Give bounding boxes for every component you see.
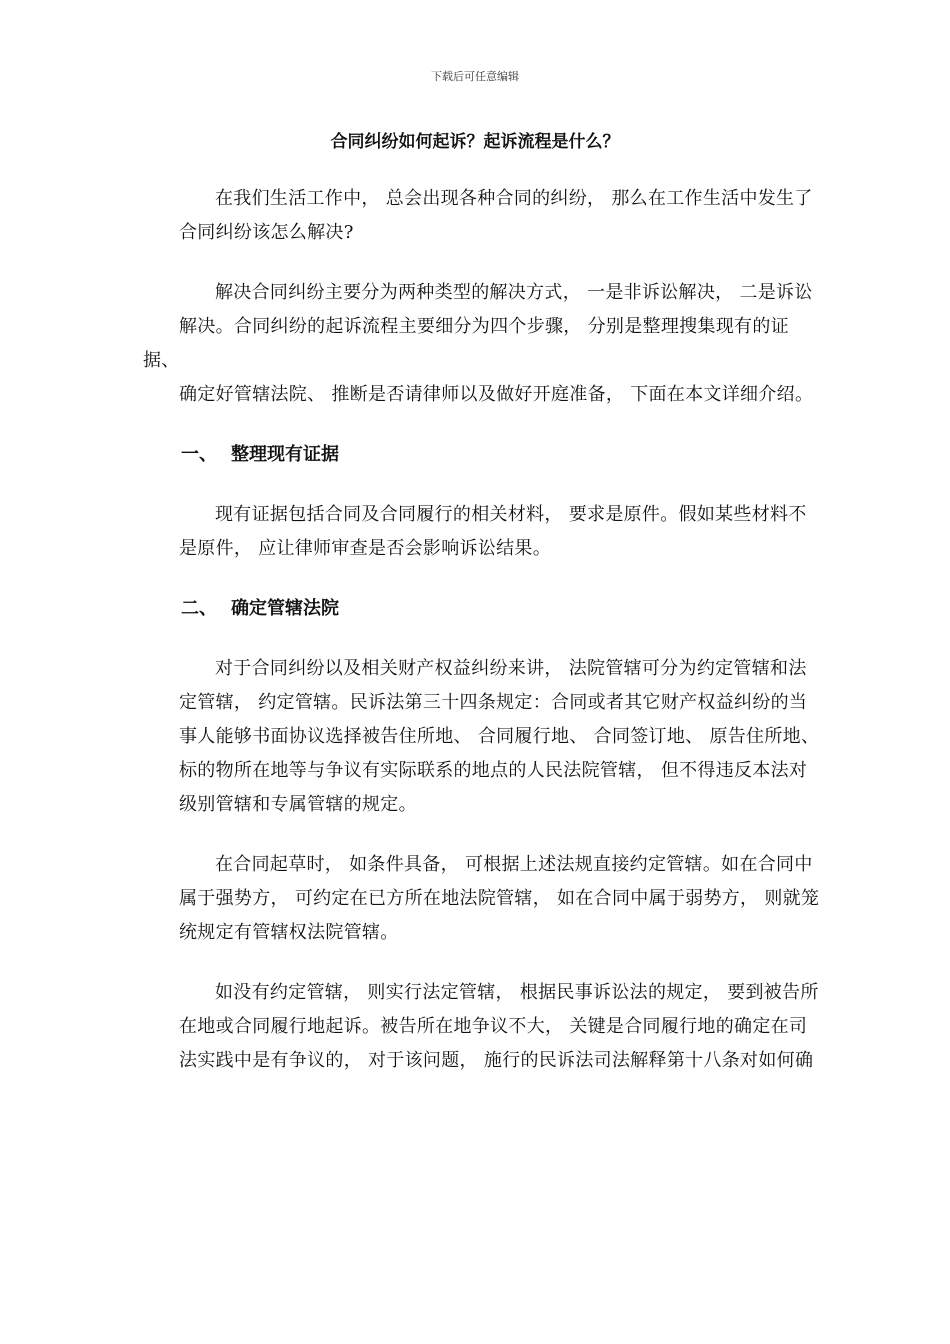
text-line: 是原件， 应让律师审查是否会影响诉讼结果。 <box>179 538 552 559</box>
text-line: 解决。合同纠纷的起诉流程主要细分为四个步骤， 分别是整理搜集现有的证据、 <box>143 316 789 371</box>
text-line: 属于强势方， 可约定在已方所在地法院管辖， 如在合同中属于弱势方， 则就笼 <box>179 888 820 909</box>
paragraph-evidence <box>143 498 823 566</box>
section-number: 二、 <box>181 598 217 619</box>
paragraph-jurisdiction-1 <box>143 652 823 822</box>
section-heading-2 <box>143 592 823 626</box>
text-line: 在地或合同履行地起诉。被告所在地争议不大， 关键是合同履行地的确定在司 <box>179 1016 808 1037</box>
page-title: 合同纠纷如何起诉？起诉流程是什么？ <box>330 132 620 152</box>
text-line: 现有证据包括合同及合同履行的相关材料， 要求是原件。假如某些材料不 <box>215 504 807 525</box>
text-line: 标的物所在地等与争议有实际联系的地点的人民法院管辖， 但不得违反本法对 <box>179 760 808 781</box>
text-line: 在合同起草时， 如条件具备， 可根据上述法规直接约定管辖。如在合同中 <box>215 854 813 875</box>
text-line: 合同纠纷该怎么解决? <box>179 222 354 243</box>
text-line: 定管辖， 约定管辖。民诉法第三十四条规定：合同或者其它财产权益纠纷的当 <box>179 692 808 713</box>
section-title: 整理现有证据 <box>231 444 339 465</box>
section-heading-1 <box>143 438 823 472</box>
document-body <box>143 182 823 1104</box>
text-line: 如没有约定管辖， 则实行法定管辖， 根据民事诉讼法的规定， 要到被告所 <box>215 982 819 1003</box>
text-line: 级别管辖和专属管辖的规定。 <box>179 794 417 815</box>
paragraph-jurisdiction-3 <box>143 976 823 1078</box>
paragraph-intro-1 <box>143 182 823 250</box>
paragraph-jurisdiction-2 <box>143 848 823 950</box>
text-line: 在我们生活工作中， 总会出现各种合同的纠纷， 那么在工作生活中发生了 <box>215 188 813 209</box>
text-line: 确定好管辖法院、 推断是否请律师以及做好开庭准备， 下面在本文详细介绍。 <box>179 384 814 405</box>
section-title: 确定管辖法院 <box>231 598 339 619</box>
text-line: 统规定有管辖权法院管辖。 <box>179 922 399 943</box>
text-line: 事人能够书面协议选择被告住所地、 合同履行地、 合同签订地、 原告住所地、 <box>179 726 820 747</box>
header-note: 下载后可任意编辑 <box>431 70 519 83</box>
text-line: 对于合同纠纷以及相关财产权益纠纷来讲， 法院管辖可分为约定管辖和法 <box>215 658 807 679</box>
text-line: 解决合同纠纷主要分为两种类型的解决方式， 一是非诉讼解决， 二是诉讼 <box>215 282 813 303</box>
paragraph-intro-2 <box>143 276 823 412</box>
section-number: 一、 <box>181 444 217 465</box>
text-line: 法实践中是有争议的， 对于该问题， 施行的民诉法司法解释第十八条对如何确 <box>179 1050 814 1071</box>
